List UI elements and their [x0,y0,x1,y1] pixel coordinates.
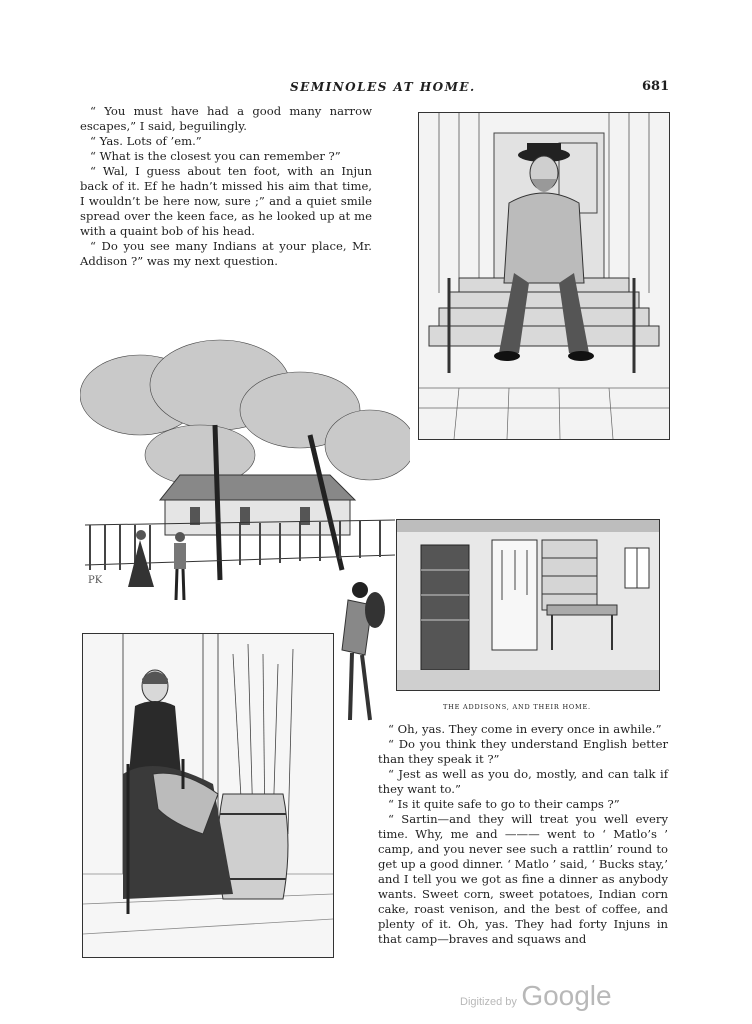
illustration-woman-seated [82,633,334,958]
paragraph: “ Jest as well as you do, mostly, and can talk if they want to.” [378,767,668,796]
paragraph: “ You must have had a good many narrow escapes,” I said, beguilingly. [80,104,372,133]
paragraph: “ Oh, yas. They come in every once in awhile.” [388,722,662,736]
digitization-watermark [460,980,612,1012]
watermark-brand: Google [521,980,612,1011]
paragraph: “ What is the closest you can remember ?” [90,149,341,163]
paragraph: “ Wal, I guess about ten foot, with an Injun back of it. Ef he hadn’t missed his aim that time, I wouldn’t be here now, sure ;” and a quiet smile spread over the keen face, as he looked up at me with a quaint bob of his head. [80,164,372,238]
figure-caption: THE ADDISONS, AND THEIR HOME. [443,703,591,711]
watermark-prefix: Digitized by [460,996,517,1008]
text-column-bottom [378,722,668,947]
illustration-man-on-steps [418,112,670,440]
paragraph: “ Yas. Lots of ’em.” [90,134,202,148]
paragraph: “ Is it quite safe to go to their camps ?” [388,797,620,811]
text-column-top [80,104,372,269]
page-number: 681 [642,79,670,94]
paragraph: “ Do you see many Indians at your place, Mr. Addison ?” was my next question. [80,239,372,268]
running-title: SEMINOLES AT HOME. [290,80,476,94]
paragraph: “ Sartin—and they will treat you well every time. Why, me and ——— went to ‘ Matlo’s ’ camp, and you never see such a rattlin’ round to get up a good dinner. ‘ Matlo ’ said, ‘ Bucks stay,’ and I tell you we got as fine a dinner as anybody wants. Sweet corn, sweet potatoes, Indian corn cake, roast venison, and the best of coffee, and plenty of it. Oh, yas. They had forty Injuns in that camp—braves and squaws and [378,812,668,946]
illustration-kitchen-interior [396,519,660,691]
paragraph: “ Do you think they understand English better than they speak it ?” [378,737,668,766]
artist-monogram: PK [88,575,103,586]
